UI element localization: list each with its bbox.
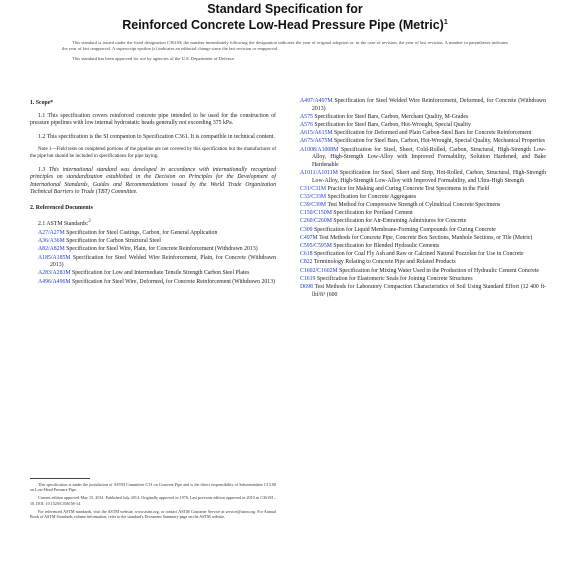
reference-item: A615/A615M Specification for Deformed and Plain Carbon-Steel Bars for Concrete Reinforcement <box>300 130 532 137</box>
reference-link[interactable]: C595/C595M <box>300 243 332 249</box>
reference-item: A496/A496M Specification for Steel Wire, Deformed, for Concrete Reinforcement (Withdrawn 2013) <box>38 278 276 285</box>
reference-link[interactable]: A576 <box>300 121 313 128</box>
reference-item: C39/C39M Test Method for Compressive Strength of Cylindrical Concrete Specimens <box>300 202 501 209</box>
reference-link[interactable]: C39/C39M <box>300 202 327 209</box>
referenced-documents-heading: 2. Referenced Documents <box>30 204 93 211</box>
reference-item: C822 Terminology Relating to Concrete Pipe and Related Products <box>300 259 456 266</box>
reference-item: A36/A36M Specification for Carbon Structural Steel <box>38 238 161 245</box>
reference-item: A675/A675M Specification for Steel Bars, Carbon, Hot-Wrought, Special Quality, Mechanical Properties <box>300 138 546 145</box>
reference-link[interactable]: C618 <box>300 251 313 258</box>
reference-link[interactable]: A575 <box>300 113 313 120</box>
reference-item: A497/A497M Specification for Steel Welded Wire Reinforcement, Deformed, for Concrete (Withdrawn 2013) <box>300 98 546 112</box>
footnotes <box>30 482 276 522</box>
reference-item: A1011/A1011M Specification for Steel, Sheet and Strip, Hot-Rolled, Carbon, Structural, High-Strength Low-Alloy, High-Strength Low-Alloy with Improved Formability, and Ultra-High Strength <box>300 169 546 184</box>
reference-item: C1619 Specification for Elastomeric Seals for Joining Concrete Structures <box>300 275 473 282</box>
document-title <box>0 2 570 32</box>
reference-link[interactable]: C1602/C1602M <box>300 267 338 274</box>
reference-item: C31/C31M Practice for Making and Curing Concrete Test Specimens in the Field <box>300 185 489 192</box>
reference-item: C595/C595M Specification for Blended Hydraulic Cements <box>300 243 440 249</box>
footnote-edition: Current edition approved May 15, 2014. Published July 2014. Originally approved in 1976. Last previous edition approved in 2010 as C361M – 10. DOI: 10.1520/C0361M-14. <box>30 495 276 506</box>
reference-link[interactable]: C33/C33M <box>300 193 327 200</box>
reference-link[interactable]: C1619 <box>300 275 316 282</box>
scope-paragraph-1-3: 1.3 This international standard was developed in accordance with internationally recognized principles on standardization established in the Decision on Principles for the Development of International Standards, Guides and Recommendations issued by the World Trade Organization Technical Barriers to Trade (TBT) Committee. <box>30 166 276 196</box>
reference-link[interactable]: A675/A675M <box>300 138 333 145</box>
reference-item: A1008/A1008M Specification for Steel, Sheet, Cold-Rolled, Carbon, Structural, High-Strength Low-Alloy, High-Strength Low-Alloy with Improved Formability, Solution Hardened, and Bake Hardenable <box>300 146 546 168</box>
reference-item: A575 Specification for Steel Bars, Carbon, Merchant Quality, M-Grades <box>300 113 469 120</box>
scope-paragraph-1-1: 1.1 This specification covers reinforced concrete pipe intended to be used for the construction of pressure pipelines with low internal hydrostatic heads generally not exceeding 375 kPa. <box>30 112 276 127</box>
reference-item: C1602/C1602M Specification for Mixing Water Used in the Production of Hydraulic Cement Concrete <box>300 267 539 274</box>
reference-item: A82/A82M Specification for Steel Wire, Plain, for Concrete Reinforcement (Withdrawn 2013) <box>38 246 258 253</box>
reference-link[interactable]: D698 <box>300 283 313 290</box>
astm-standards-subheading: 2.1 ASTM Standards:$^2$ <box>38 218 91 227</box>
designation-notice <box>62 40 508 66</box>
reference-item: A185/A185M Specification for Steel Welded Wire Reinforcement, Plain, for Concrete (Withdrawn 2013) <box>38 254 276 269</box>
reference-item: D698 Test Methods for Laboratory Compaction Characteristics of Soil Using Standard Effort (12 400 ft-lbf/ft³ (600 <box>300 283 546 298</box>
reference-link[interactable]: A1011/A1011M <box>300 169 338 176</box>
footnote-divider <box>30 478 90 479</box>
title-line-1: Standard Specification for <box>207 2 363 16</box>
reference-link[interactable]: A283/A283M <box>38 270 71 277</box>
designation-paragraph: This standard is issued under the fixed designation C361M; the number immediately following the designation indicates the year of original adoption or, in the case of revision, the year of last revision. A number in parentheses indicates the year of last reapproval. A superscript epsilon (ε) indicates an editorial change since the last revision or reapproval. <box>62 40 508 51</box>
reference-link[interactable]: C822 <box>300 259 313 266</box>
reference-link[interactable]: A497/A497M <box>300 98 333 104</box>
reference-link[interactable]: A615/A615M <box>300 130 333 137</box>
reference-list-left <box>30 230 276 286</box>
reference-link[interactable]: C31/C31M <box>300 185 327 192</box>
reference-item: C309 Specification for Liquid Membrane-Forming Compounds for Curing Concrete <box>300 226 496 233</box>
reference-link[interactable]: A496/A496M <box>38 278 71 285</box>
reference-item: C150/C150M Specification for Portland Cement <box>300 210 413 217</box>
reference-item: A27/A27M Specification for Steel Castings, Carbon, for General Application <box>38 230 218 237</box>
left-column <box>30 98 276 287</box>
reference-link[interactable]: C309 <box>300 226 313 233</box>
title-line-2: Reinforced Concrete Low-Head Pressure Pipe (Metric)$^1$ <box>122 18 448 33</box>
reference-item: C497M Test Methods for Concrete Pipe, Concrete Box Sections, Manhole Sections, or Tile (Metric) <box>300 234 533 241</box>
reference-item: A283/A283M Specification for Low and Intermediate Tensile Strength Carbon Steel Plates <box>38 270 250 277</box>
reference-link[interactable]: C150/C150M <box>300 210 332 217</box>
reference-link[interactable]: A185/A185M <box>38 254 71 261</box>
reference-link[interactable]: A36/A36M <box>38 238 65 245</box>
scope-note-1: Note 1—Field tests on completed portions of the pipeline are not covered by this specification but the manufacturer of the pipe but should be included in specifications for pipe laying. <box>30 147 276 159</box>
footnote-1: This specification is under the jurisdiction of ASTM Committee C13 on Concrete Pipe and is the direct responsibility of Subcommittee C13.08 on Low-Head Pressure Pipe. <box>30 482 276 493</box>
reference-link[interactable]: A27/A27M <box>38 230 65 237</box>
footnote-2: For referenced ASTM standards, visit the ASTM website, www.astm.org, or contact ASTM Customer Service at service@astm.org. For Annual Book of ASTM Standards volume information, refer to the standard's Document Summary page on the ASTM website. <box>30 508 276 520</box>
reference-link[interactable]: A1008/A1008M <box>300 146 339 153</box>
scope-heading: 1. Scope* <box>30 100 54 106</box>
dod-approval-paragraph: This standard has been approved for use by agencies of the U.S. Department of Defense. <box>72 56 235 61</box>
right-column <box>300 98 546 300</box>
reference-link[interactable]: C260/C260M <box>300 218 332 225</box>
reference-item: C618 Specification for Coal Fly Ash and Raw or Calcined Natural Pozzolan for Use in Concrete <box>300 251 524 258</box>
reference-link[interactable]: A82/A82M <box>38 246 65 253</box>
reference-link[interactable]: C497M <box>300 234 318 241</box>
reference-item: C33/C33M Specification for Concrete Aggregates <box>300 193 417 200</box>
reference-item: C260/C260M Specification for Air-Entraining Admixtures for Concrete <box>300 218 467 225</box>
reference-item: A576 Specification for Steel Bars, Carbon, Hot-Wrought, Special Quality <box>300 121 471 128</box>
scope-paragraph-1-2: 1.2 This specification is the SI companion to Specification C361. It is compatible in technical content. <box>38 133 275 140</box>
